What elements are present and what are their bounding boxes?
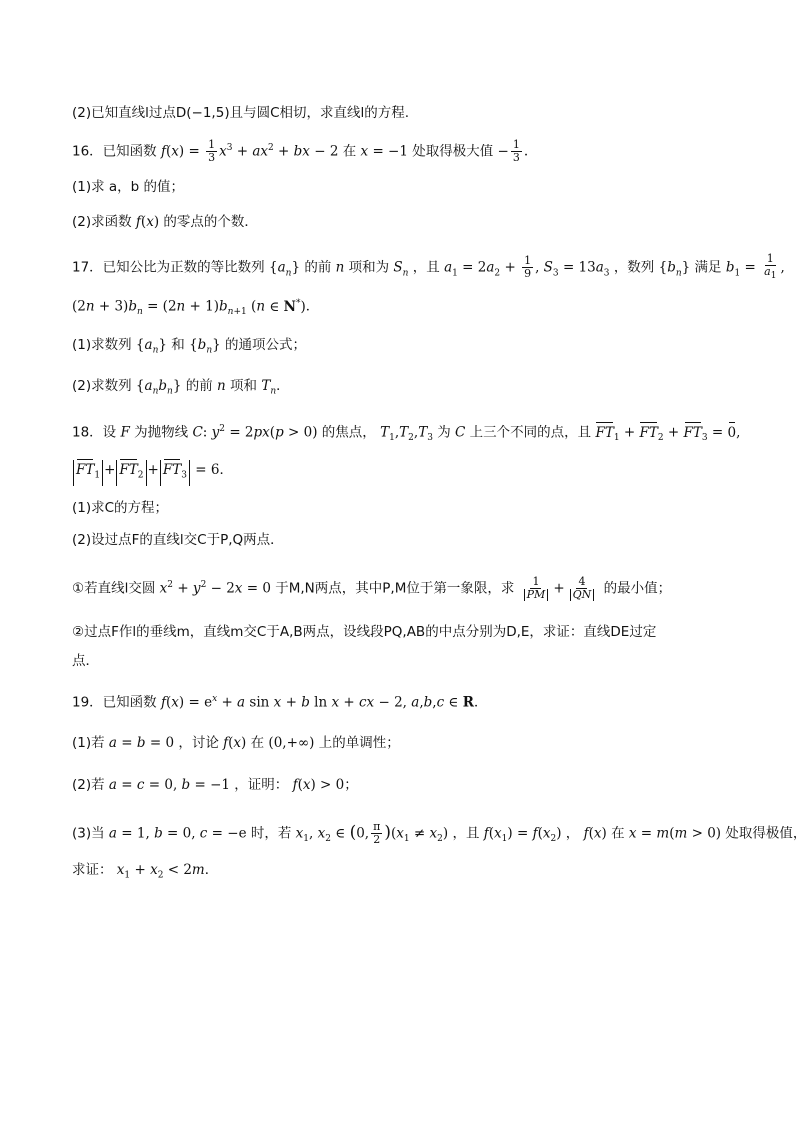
q18-case1-text-3: 的最小值；: [603, 580, 672, 597]
q18-text-2: 为抛物线: [134, 424, 189, 441]
q16-part2-text-2: 的零点的个数．: [163, 214, 258, 230]
q16-text-1: 16．已知函数: [72, 143, 157, 160]
q17-stem-line2: $(2n + 3)b_n = (2n + 1)b_{n+1}$ (n ∈ N*)．: [72, 298, 320, 318]
q19-part3-text-4: ，: [565, 825, 580, 842]
q17-part2-text-2: 的前: [185, 378, 213, 394]
q17-text-1: 17．已知公比为正数的等比数列: [72, 259, 265, 276]
q16-part1: [72, 177, 734, 197]
q17-text-3: 项和为: [348, 259, 390, 276]
q16-text-3: 处取得极大值: [412, 143, 494, 160]
q19-part3-text-2: 时，若: [250, 825, 292, 842]
q18-text-3: 的焦点，: [321, 424, 376, 441]
q19-stem: 19．已知函数 $f(x) = e^x + a$ sin x + b ln x + cx − 2, a,b,c ∈ R．: [72, 694, 488, 711]
q17-part1-text-3: 的通项公式；: [225, 337, 306, 353]
q19-part1-text-1: (1)若: [72, 735, 105, 751]
q18-case2-text-1: ②过点F作l的垂线m，直线m交C于A,B两点，设线段PQ,AB的中点分别为D,E，求证：直线DE过定: [72, 624, 657, 640]
q19-part3-line1: (3)当 a = 1, b = 0, c = −e 时，若 $x_1$, $x_2$ ∈ (0, $\frac{\pi}{2}$ )$(x_1 \ne x_2)$ ，且 $f(x_1) = f(x_2)$ ， f(x) 在 x = m(m > 0) 处取得极值，: [72, 820, 806, 846]
q16-part2: (2)求函数 f(x) 的零点的个数．: [72, 214, 258, 230]
q19-part1-text-4: 上的单调性；: [318, 735, 400, 751]
q17-part2-text-1: (2)求数列: [72, 378, 132, 394]
q19-part3-text-6: 处取得极值，: [725, 825, 806, 842]
q18-case2-text-2: 点．: [72, 653, 99, 669]
q19-part2: (2)若 a = c = 0, b = −1 ，证明： f(x) > 0；: [72, 777, 358, 793]
q18-part2-text: (2)设过点F的直线l交C于P,Q两点．: [72, 532, 284, 548]
q19-part3-text-3: ，且: [452, 825, 480, 842]
q19-text-1: 19．已知函数: [72, 694, 157, 711]
q17-part2: (2)求数列 $\{a_nb_n\}$ 的前 n 项和 $T_n$．: [72, 378, 290, 397]
q18-part1-text: (1)求C的方程；: [72, 500, 169, 516]
q16-part1-text: (1)求 a，b 的值；: [72, 179, 185, 195]
q18-text-5: 上三个不同的点，且: [469, 424, 592, 441]
q18-case2-line1: [72, 622, 734, 642]
q19-part1-text-2: ，讨论: [178, 735, 219, 751]
q18-part1: [72, 498, 734, 518]
q19-part3-text-7: 求证：: [72, 862, 113, 878]
q15-part2: [72, 103, 734, 123]
q18-case1-text-1: ①若直线l交圆: [72, 580, 156, 597]
q17-text-6: 满足: [694, 259, 722, 276]
q19-part3-text-5: 在: [611, 825, 625, 842]
q18-part2: [72, 530, 734, 550]
q16-stem: 16．已知函数 f(x) = $\frac{1}{3}$ $x^3 + ax^2$ + bx − 2 在 x = −1 处取得极大值 − $\frac{1}{3}$ .: [72, 138, 529, 164]
q19-part2-text-2: ，证明：: [234, 777, 289, 793]
q17-part1-text-1: (1)求数列: [72, 337, 132, 353]
q18-text-1: 18．设: [72, 424, 117, 441]
q16-text-2: 在: [342, 143, 357, 160]
q18-stem-line1: 18．设 F 为抛物线 C: $y^2 = 2px(p > 0)$ 的焦点， $T_1,T_2,T_3$ 为 C 上三个不同的点，且 $FT_1 + FT_2 + FT_3 = 0$,: [72, 424, 741, 444]
q17-stem-line1: 17．已知公比为正数的等比数列 $\{a_n\}$ 的前 n 项和为 $S_n$ ，且 $a_1 = 2a_2$ + $\frac{1}{9}$ , $S_3 = 13a_3$ ，数列 $\{b_n\}$ 满足 $b_1$ = $\frac{1}{a_1}$ ,: [72, 252, 785, 282]
q17-part1: (1)求数列 $\{a_n\}$ 和 $\{b_n\}$ 的通项公式；: [72, 337, 306, 356]
q17-text-4: ，且: [412, 259, 440, 276]
q19-part1-text-3: 在: [250, 735, 265, 751]
q17-text-5: ，数列: [613, 259, 655, 276]
q19-part3-line2: 求证： $x_1 + x_2 < 2m$．: [72, 862, 219, 881]
q19-part3-text-1: (3)当: [72, 825, 105, 842]
q18-case2-line2: [72, 651, 734, 671]
q18-stem-line2: $FT_1 + FT_2 + FT_3 = 6$．: [72, 460, 734, 486]
q17-text-2: 的前: [304, 259, 332, 276]
q15-part2-text: (2)已知直线l过点D(−1,5)且与圆C相切，求直线l的方程.: [72, 105, 410, 121]
q16-part2-text-1: (2)求函数: [72, 214, 132, 230]
q19-part1: (1)若 a = b = 0 ，讨论 f(x) 在 (0,+∞) 上的单调性；: [72, 735, 400, 751]
q17-part2-text-3: 项和: [230, 378, 258, 394]
q19-part2-text-1: (2)若: [72, 777, 105, 793]
q18-case1-text-2: 于M,N两点，其中P,M位于第一象限，求: [275, 580, 515, 597]
q18-text-4: 为: [437, 424, 451, 441]
q17-part1-text-2: 和: [171, 337, 185, 353]
q18-case1: ①若直线l交圆 $x^2 + y^2 - 2x = 0$ 于M,N两点，其中P,M位于第一象限，求 $\frac{1}{PM}$ + $\frac{4}{QN}$ 的最小值；: [72, 575, 672, 601]
